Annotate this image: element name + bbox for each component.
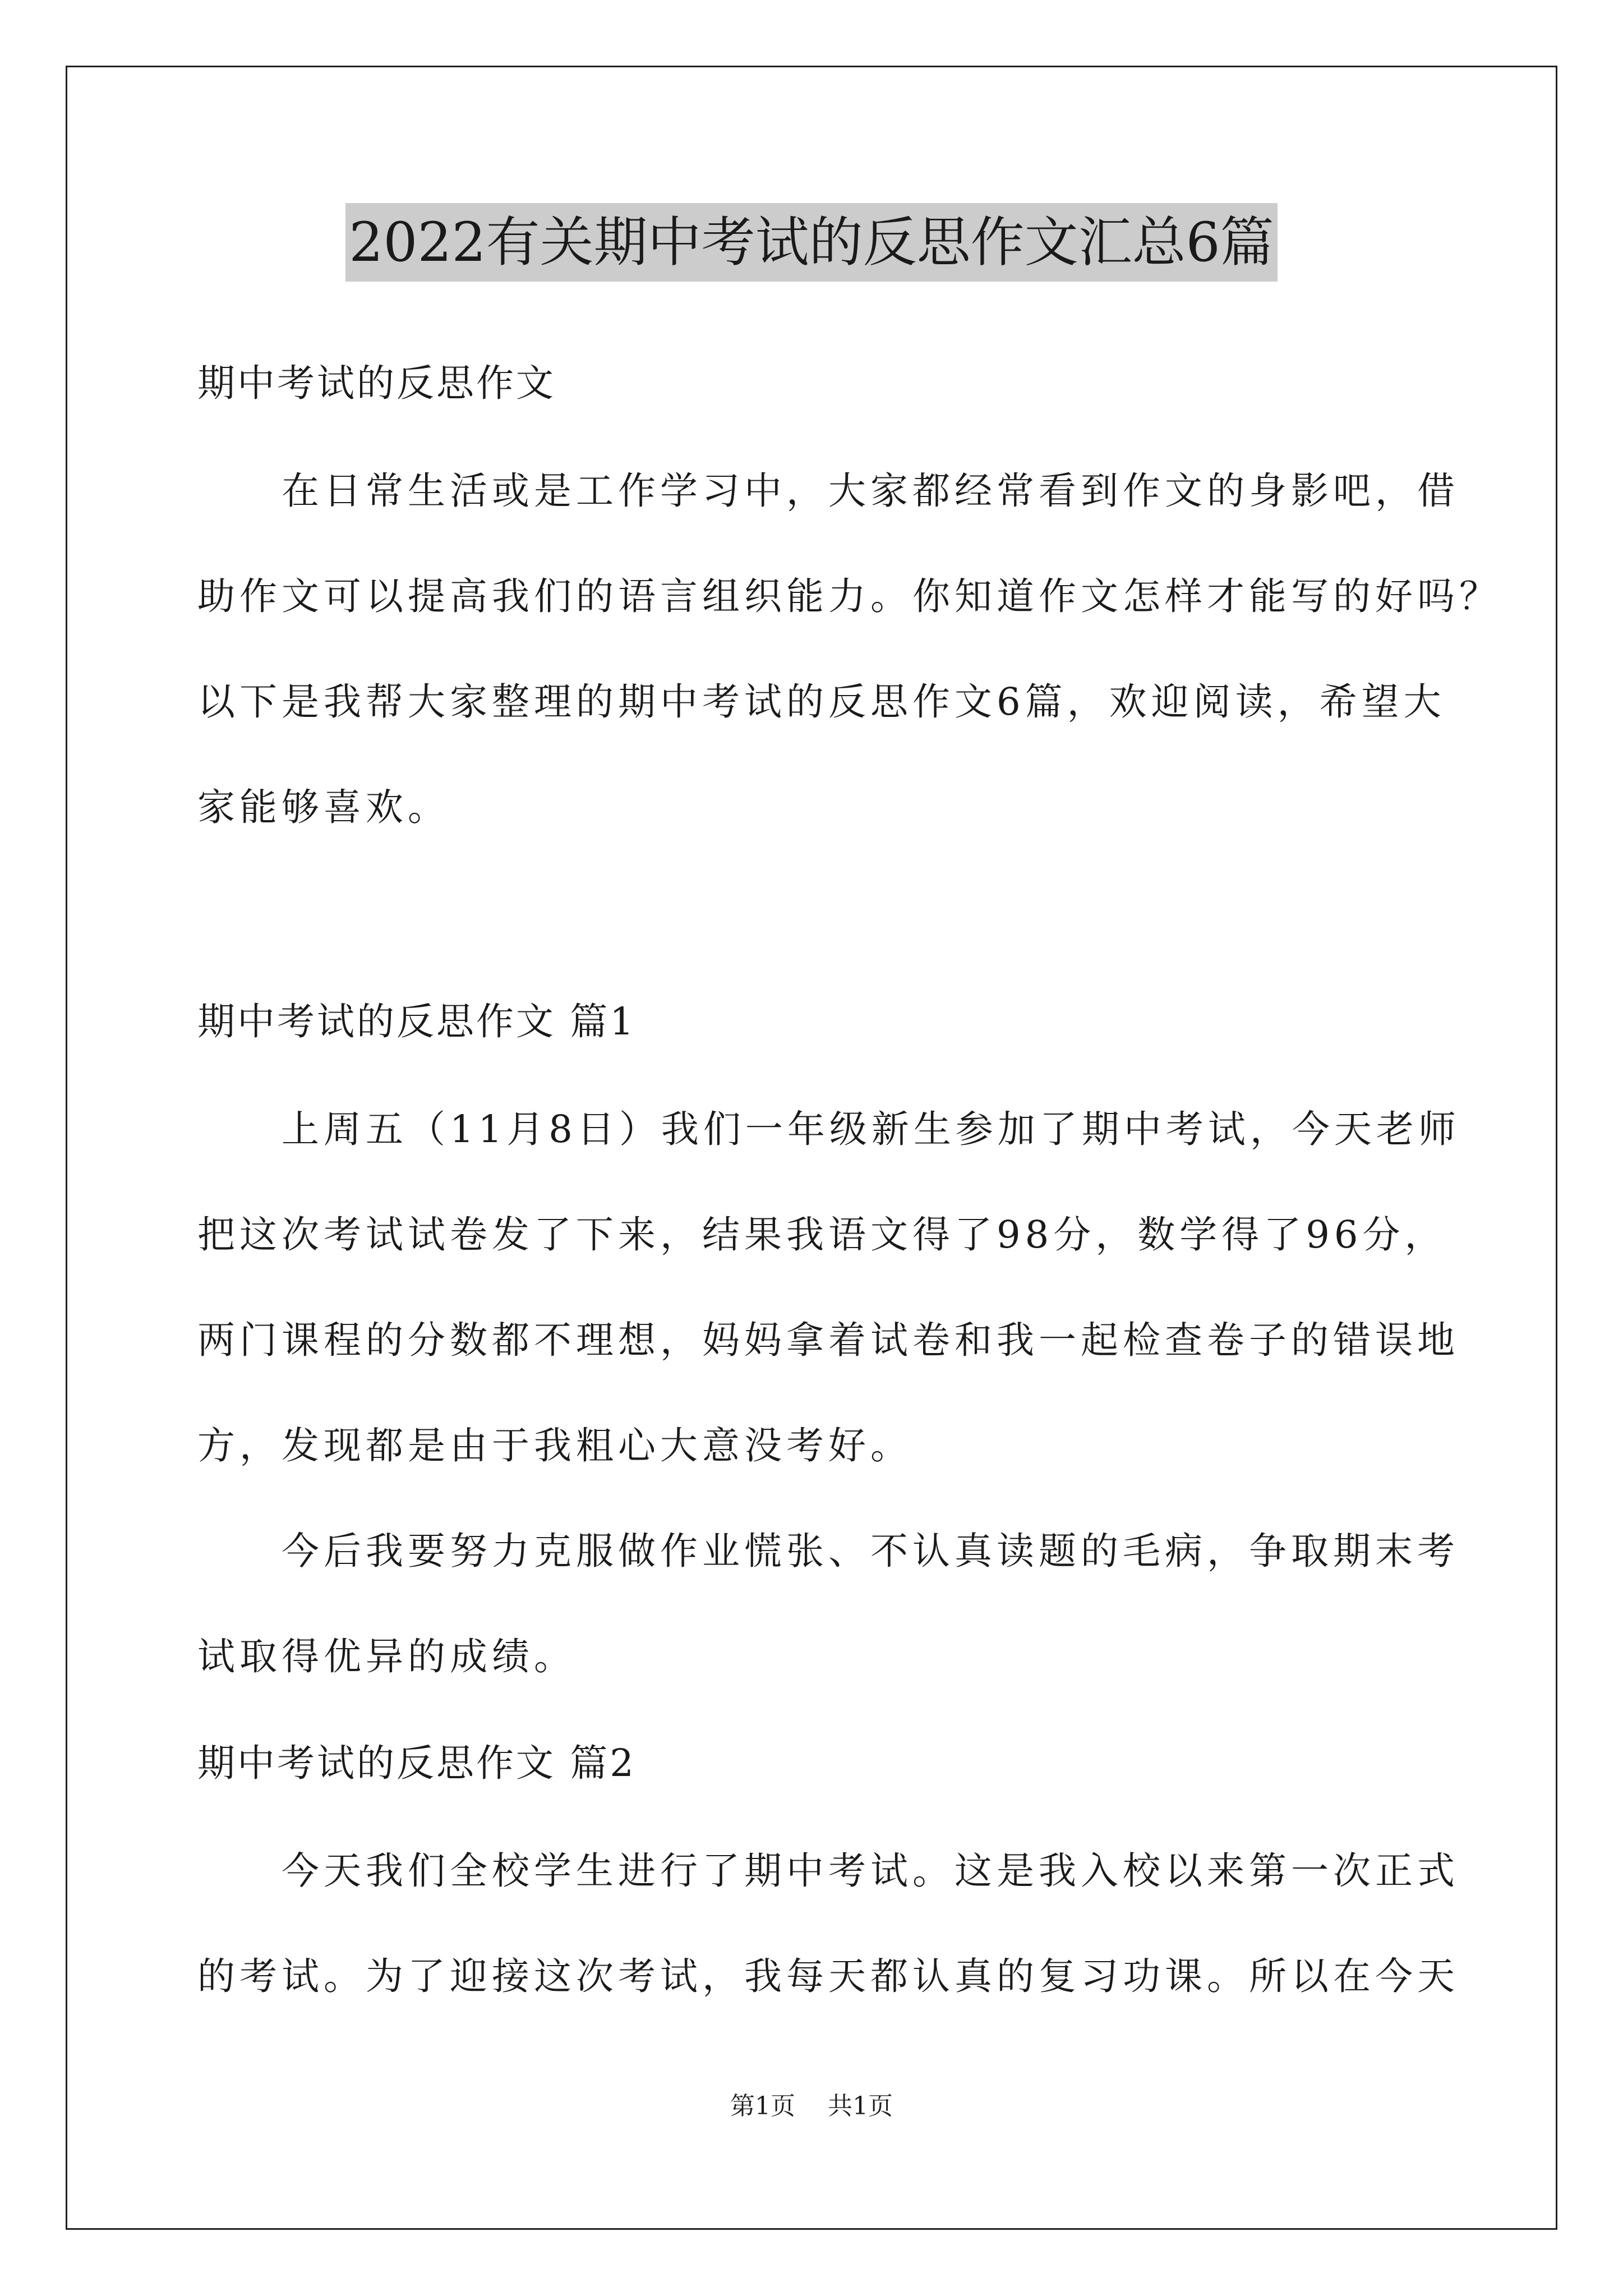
main-heading: 期中考试的反思作文	[197, 361, 556, 405]
section1-line: 今后我要努力克服做作业慌张、不认真读题的毛病，争取期末考	[197, 1529, 1459, 1573]
title-container	[0, 203, 1623, 282]
section1-line: 试取得优异的成绩。	[197, 1635, 576, 1678]
section1-heading: 期中考试的反思作文 篇1	[197, 1000, 636, 1043]
section1-line: 两门课程的分数都不理想，妈妈拿着试卷和我一起检查卷子的错误地	[197, 1318, 1459, 1362]
section2-line: 的考试。为了迎接这次考试，我每天都认真的复习功课。所以在今天	[197, 1954, 1459, 1998]
section2-heading: 期中考试的反思作文 篇2	[197, 1741, 636, 1785]
section1-line: 方，发现都是由于我粗心大意没考好。	[197, 1424, 912, 1467]
section1-line: 把这次考试试卷发了下来，结果我语文得了98分，数学得了96分，	[197, 1213, 1447, 1257]
page-footer: 第1页 共1页	[730, 2092, 893, 2120]
section2-line: 今天我们全校学生进行了期中考试。这是我入校以来第一次正式	[197, 1849, 1459, 1893]
intro-line: 在日常生活或是工作学习中，大家都经常看到作文的身影吧，借	[197, 469, 1459, 513]
section1-line: 上周五（11月8日）我们一年级新生参加了期中考试，今天老师	[197, 1107, 1460, 1151]
intro-line: 助作文可以提高我们的语言组织能力。你知道作文怎样才能写的好吗？	[197, 574, 1501, 618]
intro-line: 以下是我帮大家整理的期中考试的反思作文6篇，欢迎阅读，希望大	[197, 680, 1446, 724]
document-title: 2022有关期中考试的反思作文汇总6篇	[345, 203, 1277, 282]
intro-line: 家能够喜欢。	[197, 785, 450, 829]
